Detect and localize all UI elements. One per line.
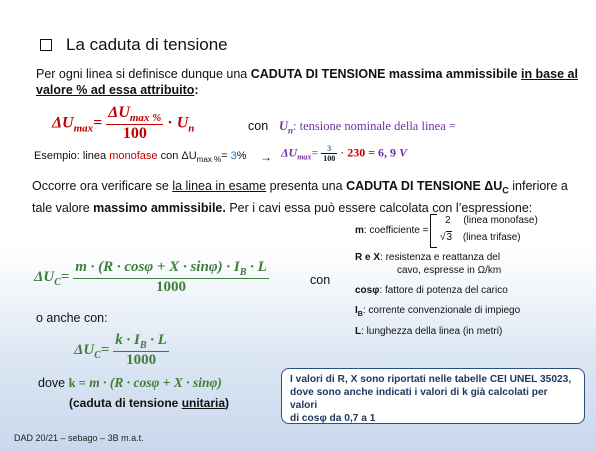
footer-text: DAD 20/21 – sebago – 3B m.a.t. xyxy=(14,433,144,443)
oppure-label xyxy=(36,311,108,325)
title-text: La caduta di tensione xyxy=(66,35,228,54)
formula-main-num-sub: B xyxy=(239,267,247,278)
verify-underlined: la linea in esame xyxy=(172,179,267,193)
legend-m-opt1 xyxy=(445,215,538,226)
example-arrow xyxy=(260,150,272,164)
example-pct: % xyxy=(236,150,247,162)
legend-cos xyxy=(355,285,508,296)
legend-rx xyxy=(355,251,501,277)
con2-label xyxy=(310,273,330,287)
legend-ib xyxy=(355,305,520,318)
callout-line-1: I valori di R, X sono riportati nelle tabelle CEI UNEL 35023, xyxy=(290,374,572,385)
legend-m-opt1-val: 2 xyxy=(445,215,451,226)
con-label-text: con xyxy=(248,119,269,133)
verify-bold1-sub: C xyxy=(502,185,509,196)
formula-main-num-end: · L xyxy=(246,259,267,275)
verify-line-2 xyxy=(32,200,568,217)
callout-line-3: di cosφ da 0,7 a 1 xyxy=(290,413,376,424)
legend-rx-line1 xyxy=(355,251,501,264)
formula-max-fraction xyxy=(106,104,163,143)
example-value: 3 xyxy=(230,150,237,162)
formula-max-num xyxy=(106,104,163,124)
intro-underlined-1: in base al xyxy=(520,67,578,81)
verify-bold2: massimo ammissibile. xyxy=(93,200,226,215)
formula-max-times: · xyxy=(167,114,173,132)
formula-k-den: 1000 xyxy=(113,351,169,369)
intro-line-2 xyxy=(36,82,578,98)
legend-m-label: m xyxy=(355,225,364,236)
formula-max-lhs-sub: max xyxy=(73,122,94,135)
formula-k-lhs: ΔU xyxy=(74,341,95,358)
verify-bold1: CADUTA DI TENSIONE ΔU xyxy=(346,179,503,193)
verify-line2-a: tale valore xyxy=(32,200,94,215)
example-formula-eq: = xyxy=(311,145,319,160)
un-definition xyxy=(279,119,456,136)
example-eq: = xyxy=(221,150,231,162)
formula-max-eq: = xyxy=(93,114,103,132)
verify-p1: Occorre ora verificare se xyxy=(32,179,173,193)
checkbox-bullet-icon xyxy=(40,39,52,51)
page-title xyxy=(66,35,228,55)
example-line xyxy=(34,150,247,164)
formula-max-num-sub: max % xyxy=(129,112,162,125)
example-formula-voltage: 230 xyxy=(347,145,366,160)
formula-main-num xyxy=(73,259,269,278)
dove-prefix: dove xyxy=(38,376,69,390)
legend-cos-text: : fattore di potenza del carico xyxy=(379,285,508,296)
un-text: : tensione nominale della linea = xyxy=(293,119,456,133)
example-sub: max % xyxy=(196,155,222,165)
legend-cos-label: cosφ xyxy=(355,285,380,296)
legend-l xyxy=(355,326,502,337)
formula-max-lhs: ΔU xyxy=(52,114,74,132)
formula-k-num-text: k · I xyxy=(115,332,140,348)
legend-m xyxy=(355,225,429,236)
example-formula-unit: V xyxy=(399,145,408,160)
formula-max-un-sub: n xyxy=(188,122,195,135)
formula-k-eq: = xyxy=(100,341,110,358)
formula-main-num-text: m · (R · cosφ + X · sinφ) · I xyxy=(75,259,240,275)
intro-bold: CADUTA DI TENSIONE massima ammissibile xyxy=(250,67,518,81)
formula-main-eq: = xyxy=(60,268,70,285)
legend-l-text: : lunghezza della linea (in metri) xyxy=(361,326,503,337)
legend-ib-label: I xyxy=(355,305,358,316)
formula-main xyxy=(34,259,269,296)
verify-line2-b: Per i cavi essa può essere calcolata con l’espressione: xyxy=(225,200,533,215)
unitaria-line xyxy=(69,396,229,410)
arrow-icon: → xyxy=(260,150,272,164)
formula-max xyxy=(52,104,194,143)
example-formula-result: = 6, 9 xyxy=(368,145,397,160)
example-mid: con ΔU xyxy=(157,150,197,162)
formula-main-den: 1000 xyxy=(73,278,269,296)
legend-rx-text1: : resistenza e reattanza del xyxy=(380,252,501,263)
con-label xyxy=(248,119,268,133)
example-formula-fraction xyxy=(321,144,337,163)
verify-line-1 xyxy=(32,178,568,200)
intro-underlined-2: valore % ad essa attribuito xyxy=(36,83,195,97)
legend-rx-label: R e X xyxy=(355,252,381,263)
formula-k-num-sub: B xyxy=(139,340,147,351)
example-formula-dot: · xyxy=(340,145,345,160)
dove-line xyxy=(38,375,222,391)
un-symbol: U xyxy=(279,119,289,133)
formula-k-lhs-sub: C xyxy=(94,349,101,361)
formula-k xyxy=(74,332,169,369)
legend-m-opt1-text: (linea monofase) xyxy=(463,215,538,226)
verify-p3: inferiore a xyxy=(508,179,568,193)
example-formula-den: 100 xyxy=(323,154,336,163)
formula-max-den: 100 xyxy=(106,124,163,143)
callout-line-2: dove sono anche indicati i valori di k già calcolati per valori xyxy=(290,387,548,411)
formula-main-lhs: ΔU xyxy=(34,268,55,285)
example-monofase: monofase xyxy=(109,150,158,162)
un-symbol-sub: n xyxy=(288,125,294,136)
dove-k: k = xyxy=(68,376,86,390)
intro-colon: : xyxy=(194,83,199,97)
legend-m-opt2-val: 3 xyxy=(446,232,453,243)
formula-k-num xyxy=(113,332,169,351)
footer xyxy=(14,433,144,443)
unitaria-open: (caduta di tensione xyxy=(69,396,182,410)
con2-text: con xyxy=(310,273,331,287)
oppure-text: o anche con: xyxy=(36,311,108,325)
sqrt-icon: √ xyxy=(440,232,446,243)
example-formula-lhs: ΔU xyxy=(281,145,298,160)
formula-max-un: U xyxy=(176,114,189,132)
intro-paragraph xyxy=(36,66,578,98)
brace-icon xyxy=(430,214,437,248)
unitaria-underlined: unitaria xyxy=(181,396,226,410)
formula-max-num-delta: ΔU xyxy=(108,104,130,121)
example-formula-num: 3 xyxy=(327,144,332,153)
legend-m-opt2 xyxy=(440,231,521,243)
verify-p2: presenta una xyxy=(266,179,347,193)
formula-k-num-end: · L xyxy=(146,332,167,348)
formula-main-lhs-sub: C xyxy=(54,276,61,288)
unitaria-close: ) xyxy=(225,396,230,410)
legend-m-opt2-text: (linea trifase) xyxy=(462,232,521,243)
example-prefix: Esempio: linea xyxy=(34,150,110,162)
legend-ib-sub: B xyxy=(357,311,363,318)
legend-l-label: L xyxy=(355,326,362,337)
dove-rhs: m · (R · cosφ + X · sinφ) xyxy=(89,375,222,390)
verify-paragraph xyxy=(32,178,568,217)
info-callout xyxy=(281,368,585,424)
legend-rx-text2: cavo, espresse in Ω/km xyxy=(397,265,502,276)
formula-k-fraction xyxy=(113,332,169,369)
example-formula xyxy=(281,144,407,163)
intro-line-1 xyxy=(36,66,578,82)
example-formula-lhs-sub: max xyxy=(297,152,312,162)
legend-m-text: : coefficiente = xyxy=(363,225,429,236)
formula-main-fraction xyxy=(73,259,269,296)
legend-ib-text: : corrente convenzionale di impiego xyxy=(362,305,521,316)
intro-text: Per ogni linea si definisce dunque una xyxy=(36,67,251,81)
